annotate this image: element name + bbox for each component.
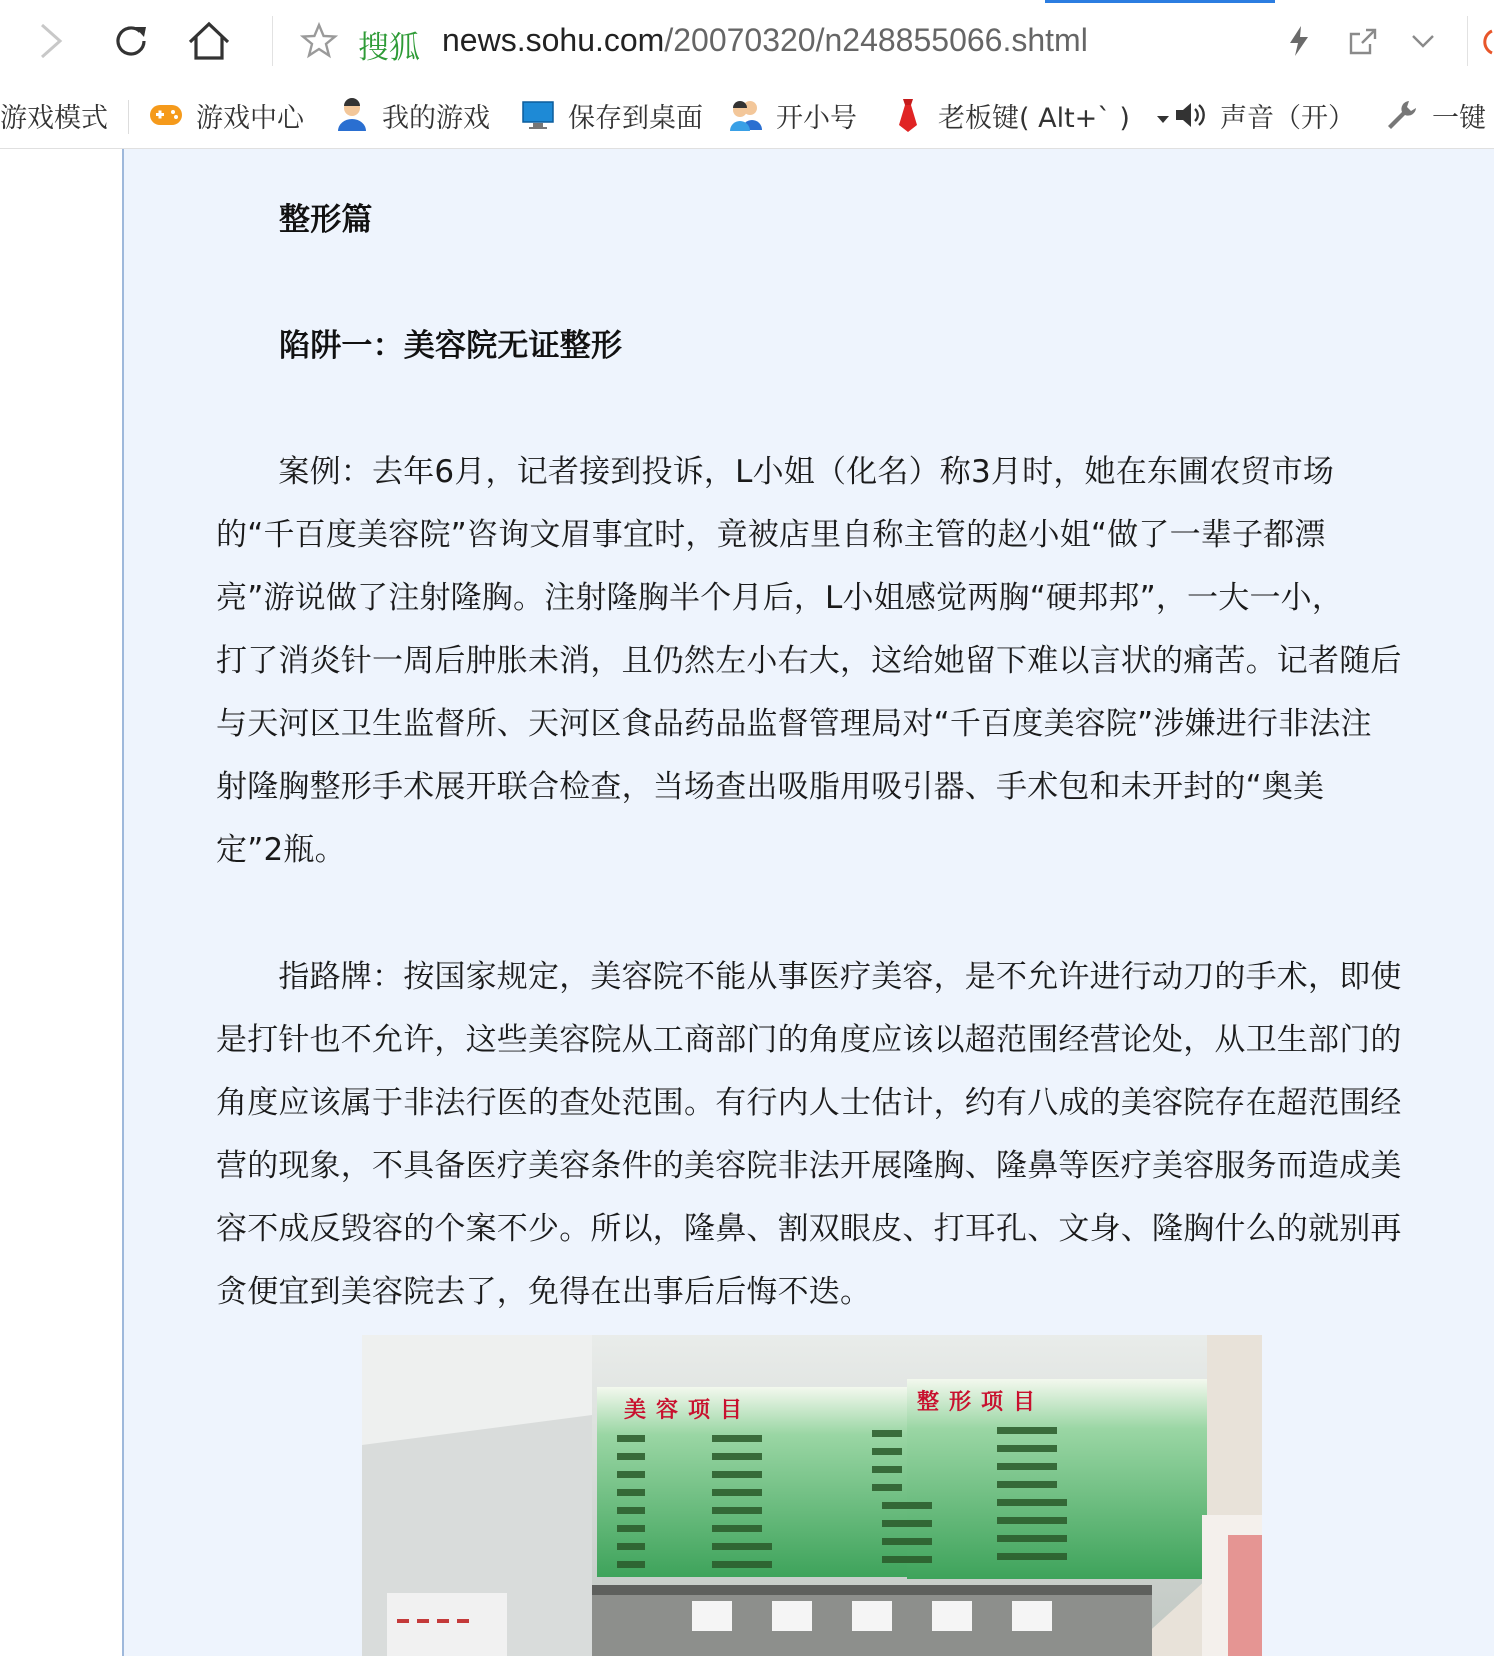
multi-user-icon <box>728 97 764 133</box>
bookmark-separator <box>128 100 129 134</box>
url-host: news.sohu.com <box>442 22 665 58</box>
text-line: 营的现象，不具备医疗美容条件的美容院非法开展隆胸、隆鼻等医疗美容服务而造成美 <box>216 1148 1402 1184</box>
bookmark-label: 游戏模式 <box>0 102 108 134</box>
bookmark-label: 声音（开） <box>1220 102 1355 134</box>
text-line: 容不成反毁容的个案不少。所以，隆鼻、割双眼皮、打耳孔、文身、隆胸什么的就别再 <box>216 1211 1402 1247</box>
section-title: 整形篇 <box>279 202 373 238</box>
bookmark-multi-account[interactable] <box>728 96 857 134</box>
text-line: 角度应该属于非法行医的查处范围。有行内人士估计，约有八成的美容院存在超范围经 <box>216 1085 1402 1121</box>
text-line: 亮”游说做了注射隆胸。注射隆胸半个月后，L小姐感觉两胸“硬邦邦”，一大一小， <box>216 580 1344 616</box>
url-field[interactable] <box>442 22 1088 59</box>
page-content <box>0 149 1494 1656</box>
text-line: 射隆胸整形手术展开联合检查，当场查出吸脂用吸引器、手术包和未开封的“奥美 <box>216 769 1325 805</box>
salon-photo-drawing <box>362 1335 1262 1656</box>
bookmark-star-icon[interactable] <box>296 18 342 64</box>
forward-icon[interactable] <box>28 18 74 64</box>
chevron-down-icon[interactable] <box>1400 18 1446 64</box>
bookmark-label: 一键 <box>1432 102 1486 134</box>
guide-paragraph <box>216 946 1416 1324</box>
right-board-title: 整形项目 <box>917 1389 1046 1415</box>
trap-title: 陷阱一：美容院无证整形 <box>279 328 623 364</box>
loading-progress <box>0 0 1494 3</box>
left-board-title: 美容项目 <box>624 1397 753 1423</box>
case-paragraph <box>216 441 1416 882</box>
lightning-icon[interactable] <box>1276 18 1322 64</box>
bookmark-label: 老板键( Alt+` ) <box>938 102 1130 134</box>
toolbar-divider <box>272 16 273 66</box>
caret-down-icon[interactable] <box>1156 100 1170 131</box>
text-line: 的“千百度美容院”咨询文眉事宜时，竟被店里自称主管的赵小姐“做了一辈子都漂 <box>216 517 1326 553</box>
text-line: 与天河区卫生监督所、天河区食品药品监督管理局对“千百度美容院”涉嫌进行非法注 <box>216 706 1372 742</box>
text-line: 定”2瓶。 <box>216 832 346 868</box>
bookmark-save-desktop[interactable] <box>520 96 703 134</box>
text-line: 案例：去年6月，记者接到投诉，L小姐（化名）称3月时，她在东圃农贸市场 <box>216 454 1335 490</box>
text-line: 贪便宜到美容院去了，免得在出事后后悔不迭。 <box>216 1274 872 1310</box>
bookmark-one-key[interactable] <box>1384 96 1486 134</box>
text-line: 指路牌：按国家规定，美容院不能从事医疗美容，是不允许进行动刀的手术，即使 <box>216 959 1402 995</box>
bookmark-label: 我的游戏 <box>382 102 490 134</box>
wrench-icon <box>1384 97 1420 133</box>
site-name: 搜狐 <box>358 30 420 66</box>
text-line: 是打针也不允许，这些美容院从工商部门的角度应该以超范围经营论处，从卫生部门的 <box>216 1022 1402 1058</box>
bookmark-label: 开小号 <box>776 102 857 134</box>
url-path: /20070320/n248855066.shtml <box>664 22 1088 58</box>
bookmarks-bar <box>0 82 1494 149</box>
bookmark-sound[interactable] <box>1172 96 1355 134</box>
bookmark-label: 保存到桌面 <box>568 102 703 134</box>
home-icon[interactable] <box>186 18 232 64</box>
reload-icon[interactable] <box>108 18 154 64</box>
bookmark-label: 游戏中心 <box>196 102 304 134</box>
toolbar-divider-right <box>1467 16 1468 66</box>
tie-icon <box>890 97 926 133</box>
desktop-icon <box>520 97 556 133</box>
bookmark-game-center[interactable] <box>148 96 304 134</box>
bookmark-boss-key[interactable] <box>890 96 1170 134</box>
article-photo <box>362 1335 1262 1656</box>
address-bar <box>0 0 1494 83</box>
bookmark-game-mode[interactable] <box>0 96 108 134</box>
share-icon[interactable] <box>1340 18 1386 64</box>
speaker-icon <box>1172 97 1208 133</box>
game-center-icon <box>148 97 184 133</box>
user-icon <box>334 97 370 133</box>
bookmark-my-games[interactable] <box>334 96 490 134</box>
text-line: 打了消炎针一周后肿胀未消，且仍然左小右大，这给她留下难以言状的痛苦。记者随后 <box>216 643 1402 679</box>
extension-icon[interactable] <box>1474 18 1494 64</box>
